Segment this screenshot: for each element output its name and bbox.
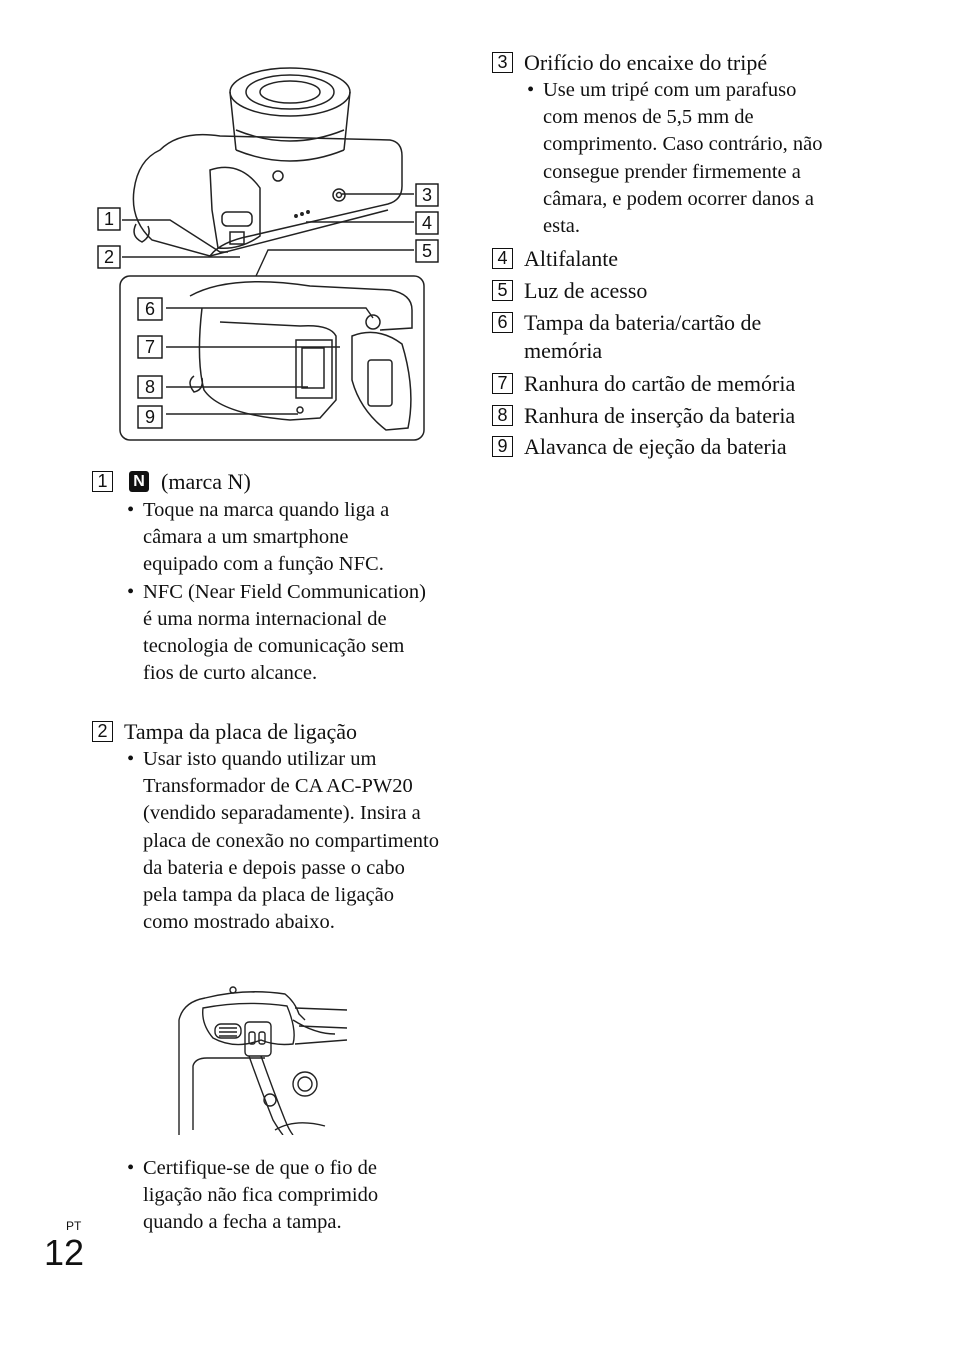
item-number: 6 bbox=[492, 312, 513, 333]
item-title: Luz de acesso bbox=[524, 278, 648, 303]
svg-text:8: 8 bbox=[144, 377, 156, 397]
item-number: 4 bbox=[492, 248, 513, 269]
bullet: • Usar isto quando utilizar um Transformador de CA AC-PW20 (vendido separadamente). Insira a placa de conexão no compartimento da bateria e depois passe o cabo pela tampa da placa de ligação como mostrado abaixo. bbox=[127, 746, 443, 936]
item-title: (marca N) bbox=[161, 469, 251, 494]
item-title: Altifalante bbox=[524, 246, 619, 271]
item-title: Orifício do encaixe do tripé bbox=[524, 50, 768, 75]
item-title: Tampa da placa de ligação bbox=[124, 719, 357, 744]
entry-tripod-socket bbox=[492, 49, 852, 240]
item-number: 8 bbox=[492, 405, 513, 426]
entry-speaker bbox=[492, 245, 852, 273]
svg-text:2: 2 bbox=[103, 247, 115, 267]
callout-6 bbox=[138, 298, 162, 320]
entry-battery-slot bbox=[492, 402, 872, 430]
entry-battery-card-cover bbox=[492, 309, 812, 365]
callout-2 bbox=[98, 246, 120, 268]
bullet: • NFC (Near Field Communication) é uma norma internacional de tecnologia de comunicação sem fios de curto alcance. bbox=[127, 579, 428, 688]
bullet: • Certifique-se de que o fio de ligação não fica comprimido quando a fecha a tampa. bbox=[127, 1155, 427, 1237]
entry-dc-plate-cover bbox=[92, 718, 452, 936]
callout-3 bbox=[416, 184, 438, 206]
entry-access-lamp bbox=[492, 277, 852, 305]
item-title: Alavanca de ejeção da bateria bbox=[524, 434, 787, 459]
svg-text:5: 5 bbox=[421, 241, 433, 261]
entry-memory-card-slot bbox=[492, 370, 872, 398]
svg-text:9: 9 bbox=[144, 407, 156, 427]
item-number: 2 bbox=[92, 721, 113, 742]
item-title: Ranhura de inserção da bateria bbox=[524, 403, 796, 428]
bullet: • Use um tripé com um parafuso com menos de 5,5 mm de comprimento. Caso contrário, não consegue prender firmemente a câmara, e podem ocorrer danos a esta. bbox=[527, 77, 828, 240]
item-title: Tampa da bateria/cartão de memória bbox=[524, 310, 762, 363]
entry-nfc-mark bbox=[92, 468, 452, 687]
svg-text:6: 6 bbox=[144, 299, 156, 319]
item-number: 5 bbox=[492, 280, 513, 301]
callout-9 bbox=[138, 406, 162, 428]
callout-4 bbox=[416, 212, 438, 234]
item-number: 9 bbox=[492, 436, 513, 457]
svg-text:4: 4 bbox=[421, 213, 433, 233]
entry-battery-eject-lever bbox=[492, 433, 872, 461]
nfc-n-mark-icon: N bbox=[129, 471, 149, 492]
callout-5 bbox=[416, 240, 438, 262]
svg-text:7: 7 bbox=[144, 337, 156, 357]
item-number: 3 bbox=[492, 52, 513, 73]
callout-8 bbox=[138, 376, 162, 398]
svg-text:1: 1 bbox=[103, 209, 115, 229]
page-number: 12 bbox=[44, 1232, 85, 1273]
callout-7 bbox=[138, 336, 162, 358]
item-number: 7 bbox=[492, 373, 513, 394]
connection-plate-cable-figure bbox=[175, 980, 355, 1135]
cable-note bbox=[127, 1155, 427, 1237]
item-title: Ranhura do cartão de memória bbox=[524, 371, 796, 396]
callout-1 bbox=[98, 208, 120, 230]
item-number: 1 bbox=[92, 471, 113, 492]
camera-bottom-figure bbox=[90, 60, 450, 460]
language-code: PT bbox=[66, 1219, 82, 1233]
bullet: • Toque na marca quando liga a câmara a um smartphone equipado com a função NFC. bbox=[127, 497, 428, 579]
svg-text:3: 3 bbox=[421, 185, 433, 205]
